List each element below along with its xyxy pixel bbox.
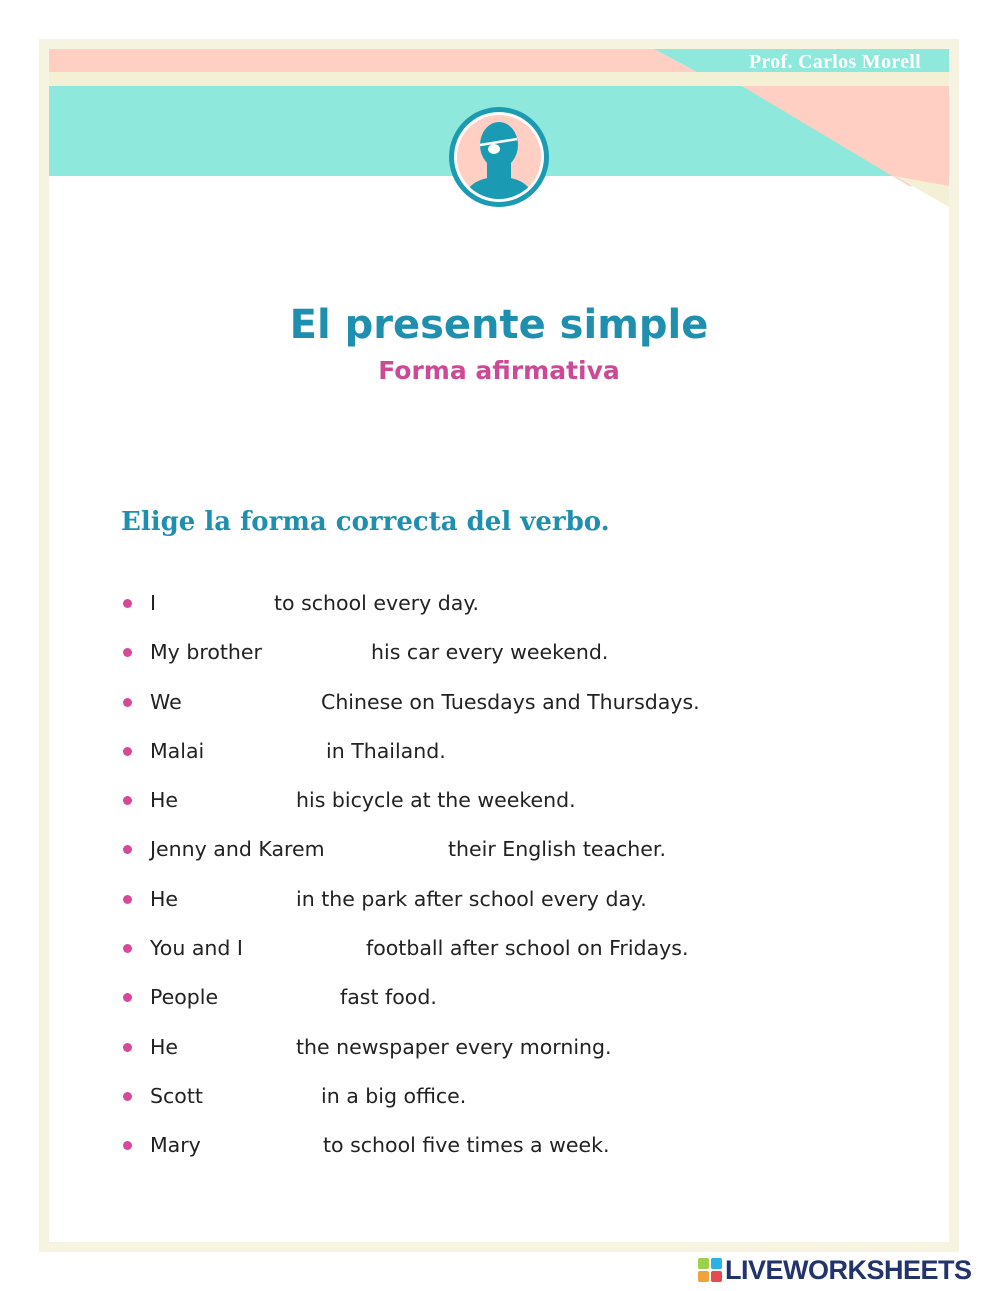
answer-blank[interactable] xyxy=(217,736,325,764)
sentence-subject: You and I xyxy=(150,936,243,961)
bullet-icon xyxy=(123,1043,132,1052)
sentence-subject: He xyxy=(150,788,179,813)
liveworksheets-logo-icon xyxy=(698,1258,722,1282)
sentence-subject: He xyxy=(150,1034,179,1059)
author-name: Prof. Carlos Morell xyxy=(748,51,921,73)
sentence-subject: My brother xyxy=(150,640,262,665)
answer-blank[interactable] xyxy=(213,1130,321,1158)
sentence-subject: Malai xyxy=(150,738,205,763)
answer-blank[interactable] xyxy=(279,637,369,665)
sentence-rest: the newspaper every morning. xyxy=(296,1034,612,1059)
answer-blank[interactable] xyxy=(231,982,337,1010)
bullet-icon xyxy=(123,648,132,657)
answer-blank[interactable] xyxy=(255,933,363,961)
sentence-subject: We xyxy=(150,689,182,714)
sentence-rest: in a big office. xyxy=(321,1083,467,1108)
bullet-icon xyxy=(123,747,132,756)
sentence-rest: in Thailand. xyxy=(326,738,446,763)
sentence-subject: He xyxy=(150,886,179,911)
sentence-rest: his bicycle at the weekend. xyxy=(296,788,576,813)
answer-blank[interactable] xyxy=(165,588,273,616)
answer-blank[interactable] xyxy=(339,834,445,862)
sentence-subject: Jenny and Karem xyxy=(150,837,325,862)
sentence-rest: his car every weekend. xyxy=(371,640,609,665)
bullet-icon xyxy=(123,599,132,608)
sentence-rest: to school five times a week. xyxy=(323,1133,610,1158)
bullet-icon xyxy=(123,993,132,1002)
liveworksheets-logo[interactable] xyxy=(698,1255,994,1285)
person-with-eyepatch-icon xyxy=(447,105,551,209)
sentence-subject: People xyxy=(150,985,219,1010)
sentence-subject: I xyxy=(150,591,157,615)
bullet-icon xyxy=(123,1141,132,1150)
page-title: El presente simple xyxy=(289,302,709,348)
sentence-rest: fast food. xyxy=(340,985,437,1010)
bullet-icon xyxy=(123,796,132,805)
exercise-instruction: Elige la forma correcta del verbo. xyxy=(121,507,610,537)
answer-blank[interactable] xyxy=(187,785,293,813)
bullet-icon xyxy=(123,1092,132,1101)
bullet-icon xyxy=(123,895,132,904)
bullet-icon xyxy=(123,698,132,707)
sentence-rest: in the park after school every day. xyxy=(296,886,647,911)
sentence-rest: to school every day. xyxy=(274,591,480,615)
sentence-rest: football after school on Fridays. xyxy=(366,936,689,961)
worksheet xyxy=(49,49,949,1242)
sentence-rest: their English teacher. xyxy=(448,837,666,862)
answer-blank[interactable] xyxy=(195,687,319,715)
answer-blank[interactable] xyxy=(187,1032,293,1060)
brand-name: LIVEWORKSHEETS xyxy=(725,1255,972,1285)
bullet-icon xyxy=(123,944,132,953)
sentence-subject: Mary xyxy=(150,1133,201,1158)
answer-blank[interactable] xyxy=(187,884,293,912)
page-subtitle: Forma afirmativa xyxy=(378,356,620,385)
bullet-icon xyxy=(123,845,132,854)
sentence-subject: Scott xyxy=(150,1083,203,1108)
sentence-rest: Chinese on Tuesdays and Thursdays. xyxy=(321,689,700,714)
answer-blank[interactable] xyxy=(213,1081,318,1109)
